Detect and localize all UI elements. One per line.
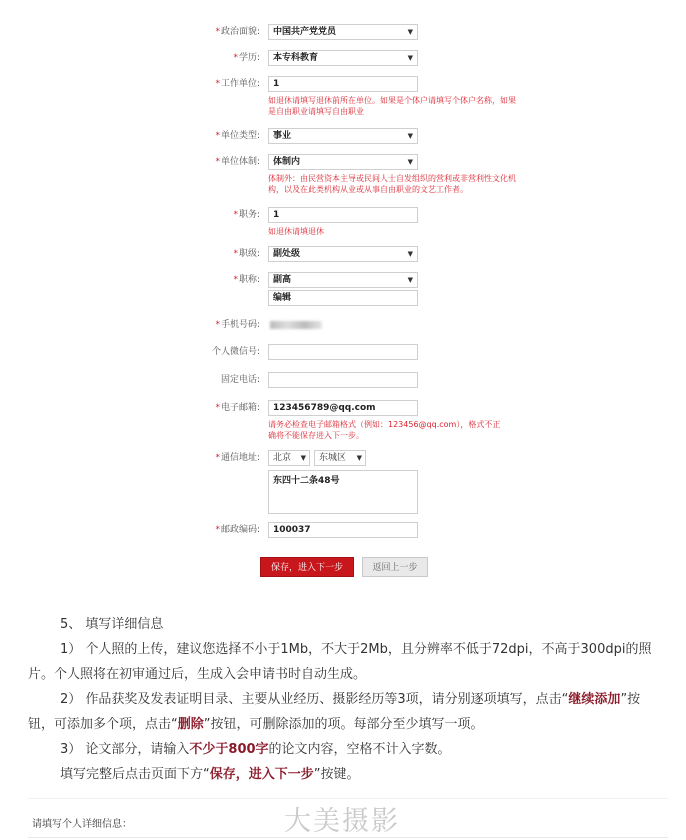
unitsystem-label: *单位体制: [215, 157, 260, 167]
education-label: *学历: [233, 53, 260, 63]
postcode-label: *邮政编码: [215, 525, 260, 535]
workunit-input[interactable]: 1 [268, 76, 418, 92]
title-detail-input[interactable]: 编辑 [268, 290, 418, 306]
title-select[interactable]: 副高 ▼ [268, 272, 418, 288]
chevron-down-icon: ▼ [407, 250, 413, 258]
paragraph-submit: 填写完整后点击页面下方“保存，进入下一步”按键。 [60, 767, 360, 782]
chevron-down-icon: ▼ [407, 158, 413, 166]
chevron-down-icon: ▼ [407, 276, 413, 284]
unittype-label: *单位类型: [215, 131, 260, 141]
address-detail-textarea[interactable]: 东四十二条48号 [268, 470, 418, 514]
position-input[interactable]: 1 [268, 207, 418, 223]
chevron-down-icon: ▼ [300, 454, 306, 462]
education-select[interactable]: 本专科教育 ▼ [268, 50, 418, 66]
politics-label: *政治面貌: [215, 27, 260, 37]
paragraph-photo: 1） 个人照的上传，建议您选择不小于1Mb，不大于2Mb，且分辨率不低于72dpi，不高于300dpi的照片。个人照将在初审通过后，生成入会申请书时自动生成。 [28, 642, 652, 682]
emphasis-continue-add: 继续添加 [568, 692, 621, 707]
instructions-article [28, 612, 662, 787]
divider [28, 837, 668, 838]
paragraph-works: 2） 作品获奖及发表证明目录、主要从业经历、摄影经历等3项，请分别逐项填写，点击“继续添加”按钮，可添加多个项，点击“删除”按钮，可删除添加的项。每部分至少填写一项。 [28, 692, 641, 732]
wechat-input[interactable] [268, 344, 418, 360]
email-label: *电子邮箱: [215, 403, 260, 413]
registration-form-screenshot [190, 14, 516, 586]
unittype-select[interactable]: 事业 ▼ [268, 128, 418, 144]
detail-form-screenshot [28, 798, 668, 840]
workunit-label: *工作单位: [215, 79, 260, 89]
section-heading: 5、 填写详细信息 [60, 617, 164, 632]
chevron-down-icon: ▼ [407, 28, 413, 36]
postcode-input[interactable]: 100037 [268, 522, 418, 538]
email-hint: 请务必检查电子邮箱格式（例如：123456@qq.com），格式不正确将不能保存进入下一步。 [268, 420, 501, 440]
rank-label: *职级: [233, 249, 260, 259]
unitsystem-select[interactable]: 体制内 ▼ [268, 154, 418, 170]
emphasis-save-next: 保存，进入下一步 [209, 767, 314, 782]
emphasis-min-words: 不少于800字 [189, 742, 269, 757]
mobile-blurred-value [270, 321, 322, 329]
rank-select[interactable]: 副处级 ▼ [268, 246, 418, 262]
address-label: *通信地址: [215, 453, 260, 463]
phone-label: 固定电话: [220, 375, 260, 385]
chevron-down-icon: ▼ [407, 54, 413, 62]
unitsystem-hint: 体制外：由民营资本主导或民间人士自发组织的营利或非营利性文化机构，以及在此类机构从业或从事自由职业的文艺工作者。 [268, 174, 516, 194]
back-button[interactable]: 返回上一步 [362, 557, 428, 577]
paragraph-thesis: 3） 论文部分，请输入不少于800字的论文内容，空格不计入字数。 [60, 742, 451, 757]
watermark-logo: 大美摄影 [284, 806, 400, 837]
phone-input[interactable] [268, 372, 418, 388]
mobile-label: *手机号码: [215, 320, 260, 330]
politics-select[interactable]: 中国共产党党员 ▼ [268, 24, 418, 40]
chevron-down-icon: ▼ [356, 454, 362, 462]
district-select[interactable]: 东城区 ▼ [314, 450, 366, 466]
workunit-hint: 如退休请填写退休前所在单位。如果是个体户请填写个体户名称，如果是自由职业请填写自由职业 [268, 96, 516, 116]
position-hint: 如退休请填退休 [268, 227, 324, 236]
province-select[interactable]: 北京 ▼ [268, 450, 310, 466]
wechat-label: 个人微信号: [211, 347, 260, 357]
emphasis-delete: 删除 [177, 717, 204, 732]
chevron-down-icon: ▼ [407, 132, 413, 140]
detail-form-title: 请填写个人详细信息： [32, 819, 132, 830]
title-label: *职称: [233, 275, 260, 285]
save-next-button[interactable]: 保存，进入下一步 [260, 557, 354, 577]
email-input[interactable]: 123456789@qq.com [268, 400, 418, 416]
position-label: *职务: [233, 210, 260, 220]
